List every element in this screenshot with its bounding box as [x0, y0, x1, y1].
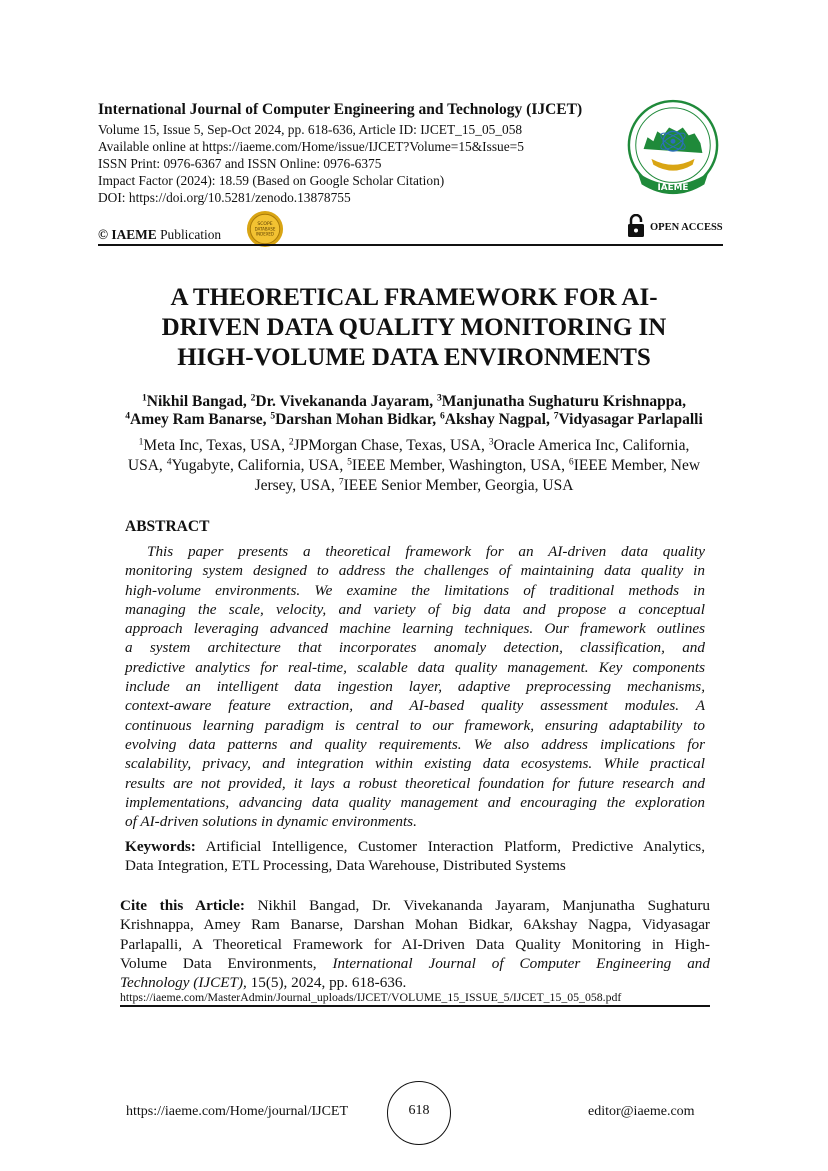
author: $^5$Darshan Mohan Bidkar, — [270, 410, 440, 428]
citation-pdf-link[interactable]: https://iaeme.com/MasterAdmin/Journal_uploads/IJCET/VOLUME_15_ISSUE_5/IJCET_15_05_058.pdf — [120, 990, 622, 1004]
abstract-line: results are not provided, it lays a robust theoretical foundation for future research and — [125, 774, 705, 792]
abstract-line: high-volume environments. We examine the limitations of traditional methods in — [125, 581, 705, 599]
issn-info: ISSN Print: 0976-6367 and ISSN Online: 0976-6375 — [98, 156, 382, 171]
open-access-lock-icon — [626, 214, 646, 238]
citation-line: Cite this Article: Nikhil Bangad, Dr. Vivekananda Jayaram, Manjunatha Sughaturu — [120, 897, 710, 914]
abstract-heading: ABSTRACT — [125, 518, 210, 535]
svg-text:SCOPE: SCOPE — [257, 222, 273, 228]
title-line: DRIVEN DATA QUALITY MONITORING IN — [161, 314, 667, 341]
abstract-line: implementations, advancing data quality management and encouraging the exploration — [125, 793, 705, 811]
author: $^7$Vidyasagar Parlapalli — [553, 410, 703, 428]
abstract-line: a system architecture that incorporates anomaly detection, classification, and — [125, 639, 705, 657]
publisher-line — [98, 227, 221, 243]
abstract-line: context-aware feature extraction, and AI-based quality assessment modules. A — [125, 697, 705, 715]
publisher-word: Publication — [160, 227, 222, 242]
svg-text:DATABASE: DATABASE — [254, 226, 276, 232]
iaeme-logo-icon — [624, 98, 722, 206]
affiliations — [70, 436, 758, 496]
open-access-label: OPEN ACCESS — [650, 222, 723, 233]
author-line — [70, 393, 758, 411]
footer-journal-link[interactable]: https://iaeme.com/Home/journal/IJCET — [126, 1104, 349, 1119]
keywords-label: Keywords: — [125, 838, 196, 855]
journal-name: International Journal of Computer Engineering and Technology (IJCET) — [98, 101, 583, 118]
author-list — [70, 393, 758, 429]
impact-factor: Impact Factor (2024): 18.59 (Based on Google Scholar Citation) — [98, 173, 445, 188]
author: $^1$Nikhil Bangad, — [142, 392, 251, 410]
header-rule — [98, 244, 723, 246]
affiliation-line: USA, $^4$Yugabyte, California, USA, $^5$IEEE Member, Washington, USA, $^6$IEEE Member, New — [127, 456, 701, 474]
keywords-line: Keywords: Artificial Intelligence, Customer Interaction Platform, Predictive Analytics, — [125, 838, 705, 855]
svg-text:IAEME: IAEME — [657, 183, 689, 194]
paper-title — [60, 283, 768, 373]
volume-info: Volume 15, Issue 5, Sep-Oct 2024, pp. 618-636, Article ID: IJCET_15_05_058 — [98, 122, 523, 137]
abstract-line: evolving data patterns and quality requirements. We also address implications for — [125, 735, 705, 753]
author: $^3$Manjunatha Sughaturu Krishnappa, — [436, 392, 686, 410]
citation-line: Krishnappa, Amey Ram Banarse, Darshan Mohan Bidkar, 6Akshay Nagpa, Vidyasagar — [120, 916, 710, 934]
svg-text:INDEXED: INDEXED — [256, 231, 274, 237]
author: $^4$Amey Ram Banarse, — [125, 410, 271, 428]
citation-line: Technology (IJCET), 15(5), 2024, pp. 618-636. — [120, 974, 407, 992]
available-online[interactable]: Available online at https://iaeme.com/Home/issue/IJCET?Volume=15&Issue=5 — [98, 139, 524, 154]
abstract-line: of AI-driven solutions in dynamic environments. — [125, 813, 417, 831]
page-number: 618 — [408, 1103, 430, 1118]
affiliation-line: $^1$Meta Inc, Texas, USA, $^2$JPMorgan Chase, Texas, USA, $^3$Oracle America Inc, California, — [138, 436, 690, 454]
affiliation-line: Jersey, USA, $^7$IEEE Senior Member, Georgia, USA — [254, 476, 574, 494]
abstract-line: This paper presents a theoretical framework for an AI-driven data quality — [147, 543, 705, 560]
cite-label: Cite this Article: — [120, 897, 245, 914]
abstract-line: include an intelligent data ingestion layer, adaptive preprocessing mechanisms, — [125, 678, 705, 696]
publisher-copyright: © IAEME — [98, 227, 157, 242]
abstract-line: monitoring system designed to address the challenges of maintaining data quality in — [125, 562, 705, 580]
citation-line: Parlapalli, A Theoretical Framework for AI-Driven Data Quality Monitoring in High- — [120, 935, 710, 953]
abstract-line: scalability, privacy, and integration within existing data ecosystems. While practical — [125, 755, 705, 773]
footer-email-link[interactable]: editor@iaeme.com — [588, 1104, 695, 1119]
abstract-line: continuous learning paradigm is central to our framework, ensuring adaptability to — [125, 716, 705, 734]
abstract-line: approach leveraging advanced machine learning techniques. Our framework outlines — [125, 620, 705, 638]
citation-line: Volume Data Environments, International Journal of Computer Engineering and — [120, 954, 710, 972]
author: $^6$Akshay Nagpal, — [439, 410, 554, 428]
scopus-badge-icon — [246, 210, 284, 248]
abstract-line: predictive analytics for real-time, scalable data quality management. Key components — [125, 658, 705, 676]
abstract-body — [125, 542, 705, 831]
keywords — [125, 837, 705, 876]
author-line — [70, 411, 758, 429]
author: $^2$Dr. Vivekananda Jayaram, — [250, 392, 437, 410]
title-line: HIGH-VOLUME DATA ENVIRONMENTS — [177, 344, 651, 371]
abstract-line: managing the scale, velocity, and variety of big data and propose a conceptual — [125, 600, 705, 618]
citation-rule — [120, 1005, 710, 1007]
doi-link[interactable]: DOI: https://doi.org/10.5281/zenodo.13878755 — [98, 190, 351, 205]
keywords-line: Data Integration, ETL Processing, Data Warehouse, Distributed Systems — [125, 857, 566, 875]
citation — [120, 896, 710, 992]
title-line: A THEORETICAL FRAMEWORK FOR AI- — [170, 284, 658, 311]
